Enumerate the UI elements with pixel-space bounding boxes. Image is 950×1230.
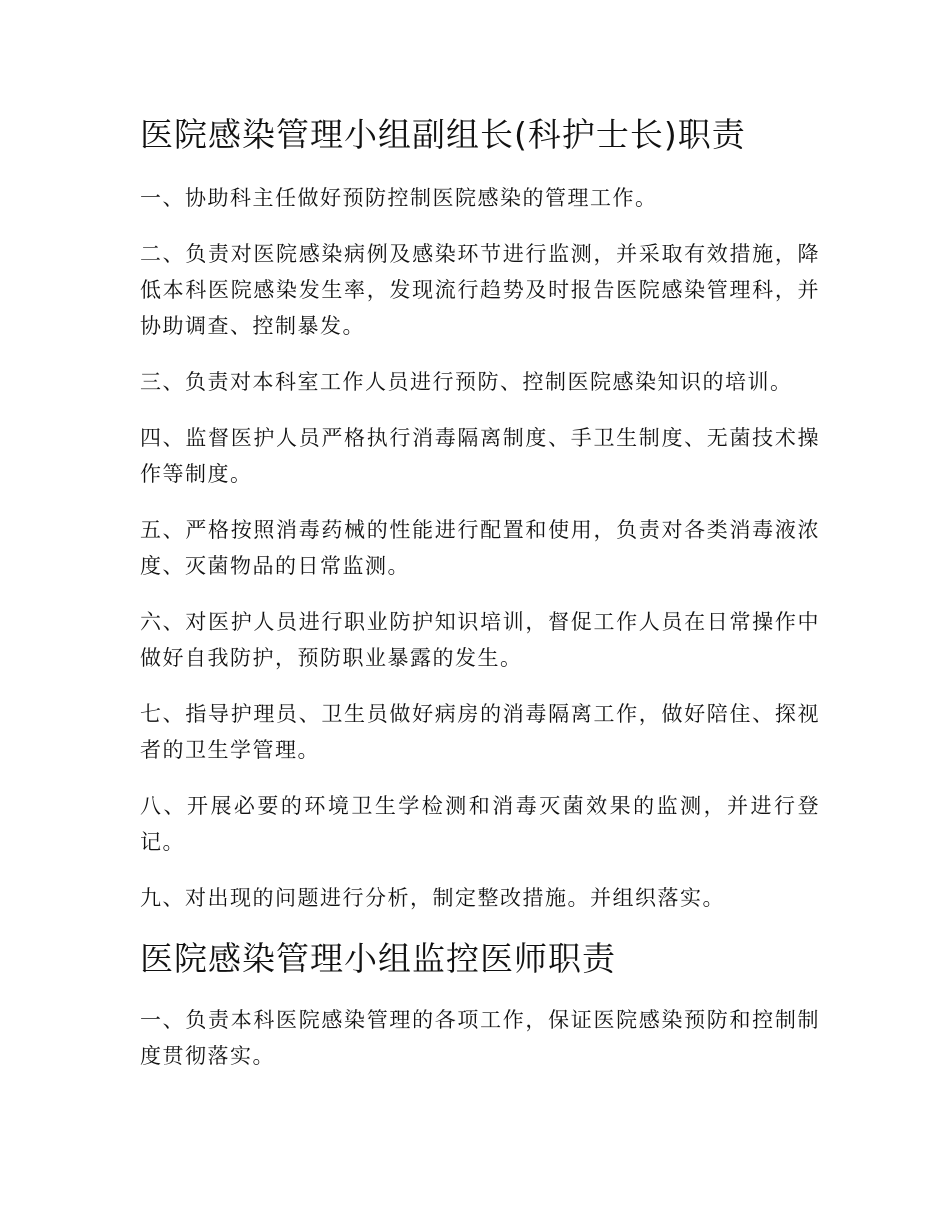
paragraph: 四、监督医护人员严格执行消毒隔离制度、手卫生制度、无菌技术操作等制度。 — [140, 426, 820, 486]
paragraph: 一、负责本科医院感染管理的各项工作，保证医院感染预防和控制制度贯彻落实。 — [140, 1008, 820, 1068]
paragraph: 八、开展必要的环境卫生学检测和消毒灭菌效果的监测，并进行登记。 — [140, 794, 820, 854]
section-title-deputy-leader: 医院感染管理小组副组长(科护士长)职责 — [140, 115, 746, 154]
paragraph: 三、负责对本科室工作人员进行预防、控制医院感染知识的培训。 — [140, 370, 793, 394]
paragraph: 九、对出现的问题进行分析，制定整改措施。并组织落实。 — [140, 886, 725, 910]
section-title-monitoring-physician: 医院感染管理小组监控医师职责 — [140, 939, 616, 978]
paragraph: 五、严格按照消毒药械的性能进行配置和使用，负责对各类消毒液浓度、灭菌物品的日常监测。 — [140, 518, 820, 578]
document-content — [140, 112, 820, 1094]
paragraph: 一、协助科主任做好预防控制医院感染的管理工作。 — [140, 186, 658, 210]
paragraph: 二、负责对医院感染病例及感染环节进行监测，并采取有效措施，降低本科医院感染发生率，发现流行趋势及时报告医院感染管理科，并协助调查、控制暴发。 — [140, 242, 820, 338]
paragraph: 七、指导护理员、卫生员做好病房的消毒隔离工作，做好陪住、探视者的卫生学管理。 — [140, 702, 820, 762]
paragraph: 六、对医护人员进行职业防护知识培训，督促工作人员在日常操作中做好自我防护，预防职业暴露的发生。 — [140, 610, 820, 670]
